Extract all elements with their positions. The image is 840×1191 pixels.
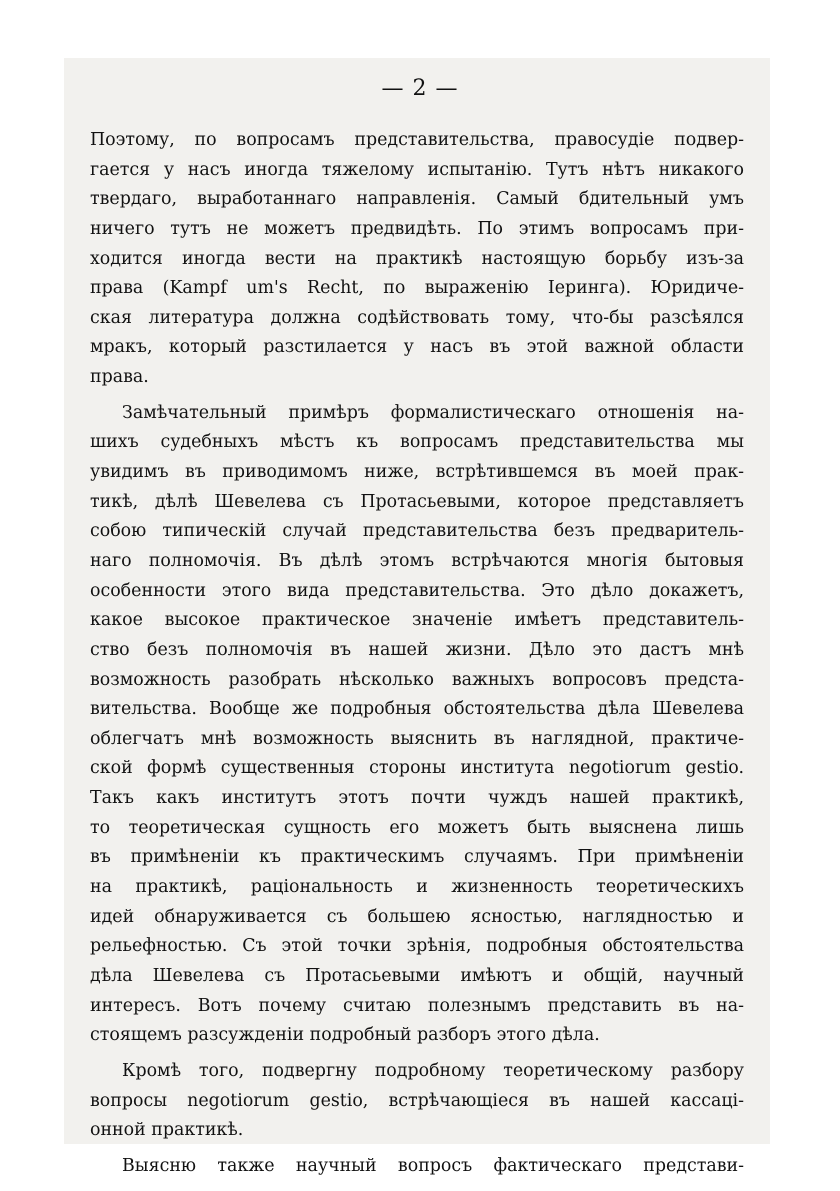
text-line: ходится иногда вести на практикѣ настоящую борьбу изъ-за (90, 248, 744, 269)
text-line: онной практикѣ. (90, 1120, 244, 1141)
paragraph (90, 1057, 744, 1146)
text-line: ство безъ полномочія въ нашей жизни. Дѣло это дастъ мнѣ (90, 639, 744, 660)
text-body (90, 126, 744, 1181)
text-line: возможность разобрать нѣсколько важныхъ вопросовъ предста- (90, 669, 744, 690)
text-line: на практикѣ, раціональность и жизненность теоретическихъ (90, 877, 744, 898)
text-line: идей обнаруживается съ большею ясностью, наглядностью и (90, 906, 744, 927)
text-line: Замѣчательный примѣръ формалистическаго отношенія на- (122, 402, 744, 423)
text-line: собою типическій случай представительства безъ предваритель- (90, 521, 744, 542)
text-line: ничего тутъ не можетъ предвидѣть. По этимъ вопросамъ при- (90, 218, 744, 239)
text-line: въ примѣненіи къ практическимъ случаямъ. При примѣненіи (90, 847, 744, 868)
text-line: права (Kampf um's Recht, по выраженію Іеринга). Юридиче- (90, 278, 744, 299)
text-line: Кромѣ того, подвергну подробному теоретическому разбору (122, 1060, 744, 1081)
text-line: вопросы negotiorum gestio, встрѣчающіеся въ нашей кассаці- (90, 1090, 744, 1111)
text-line: Выясню также научный вопросъ фактическаго представи- (122, 1155, 744, 1176)
text-line: облегчатъ мнѣ возможность выяснить въ наглядной, практиче- (90, 728, 744, 749)
text-line: твердаго, выработаннаго направленія. Самый бдительный умъ (90, 189, 744, 210)
paragraph (90, 126, 744, 393)
text-line: тикѣ, дѣлѣ Шевелева съ Протасьевыми, которое представляетъ (90, 491, 744, 512)
text-line: Поэтому, по вопросамъ представительства, правосудіе подвер- (90, 130, 744, 150)
text-line: стоящемъ разсужденіи подробный разборъ этого дѣла. (90, 1025, 600, 1046)
page-number: — 2 — (381, 76, 459, 101)
text-line: какое высокое практическое значеніе имѣетъ представитель- (90, 610, 744, 631)
text-line: ская литература должна содѣйствовать тому, что-бы разсѣялся (90, 307, 744, 328)
text-line: права. (90, 367, 149, 388)
text-line: то теоретическая сущность его можетъ быть выяснена лишь (90, 817, 744, 838)
text-line: дѣла Шевелева съ Протасьевыми имѣютъ и общій, научный (90, 965, 744, 986)
text-line: рельефностью. Съ этой точки зрѣнія, подробныя обстоятельства (90, 936, 744, 957)
text-line: мракъ, который разстилается у насъ въ этой важной области (90, 337, 744, 358)
text-line: интересъ. Вотъ почему считаю полезнымъ представить въ на- (90, 995, 744, 1016)
text-line: вительства. Вообще же подробныя обстоятельства дѣла Шевелева (90, 699, 744, 720)
text-line: наго полномочія. Въ дѣлѣ этомъ встрѣчаются многія бытовыя (90, 550, 744, 571)
paragraph (90, 1152, 744, 1182)
text-line: гается у насъ иногда тяжелому испытанію. Тутъ нѣтъ никакого (90, 159, 744, 180)
text-line: увидимъ въ приводимомъ ниже, встрѣтившемся въ моей прак- (90, 462, 744, 483)
text-line: ской формѣ существенныя стороны института negotiorum gestio. (90, 758, 744, 779)
text-line: особенности этого вида представительства. Это дѣло докажетъ, (90, 580, 744, 601)
text-line: шихъ судебныхъ мѣстъ къ вопросамъ представительства мы (90, 432, 744, 453)
text-line: Такъ какъ институтъ этотъ почти чуждъ нашей практикѣ, (90, 788, 744, 809)
paragraph (90, 399, 744, 1051)
